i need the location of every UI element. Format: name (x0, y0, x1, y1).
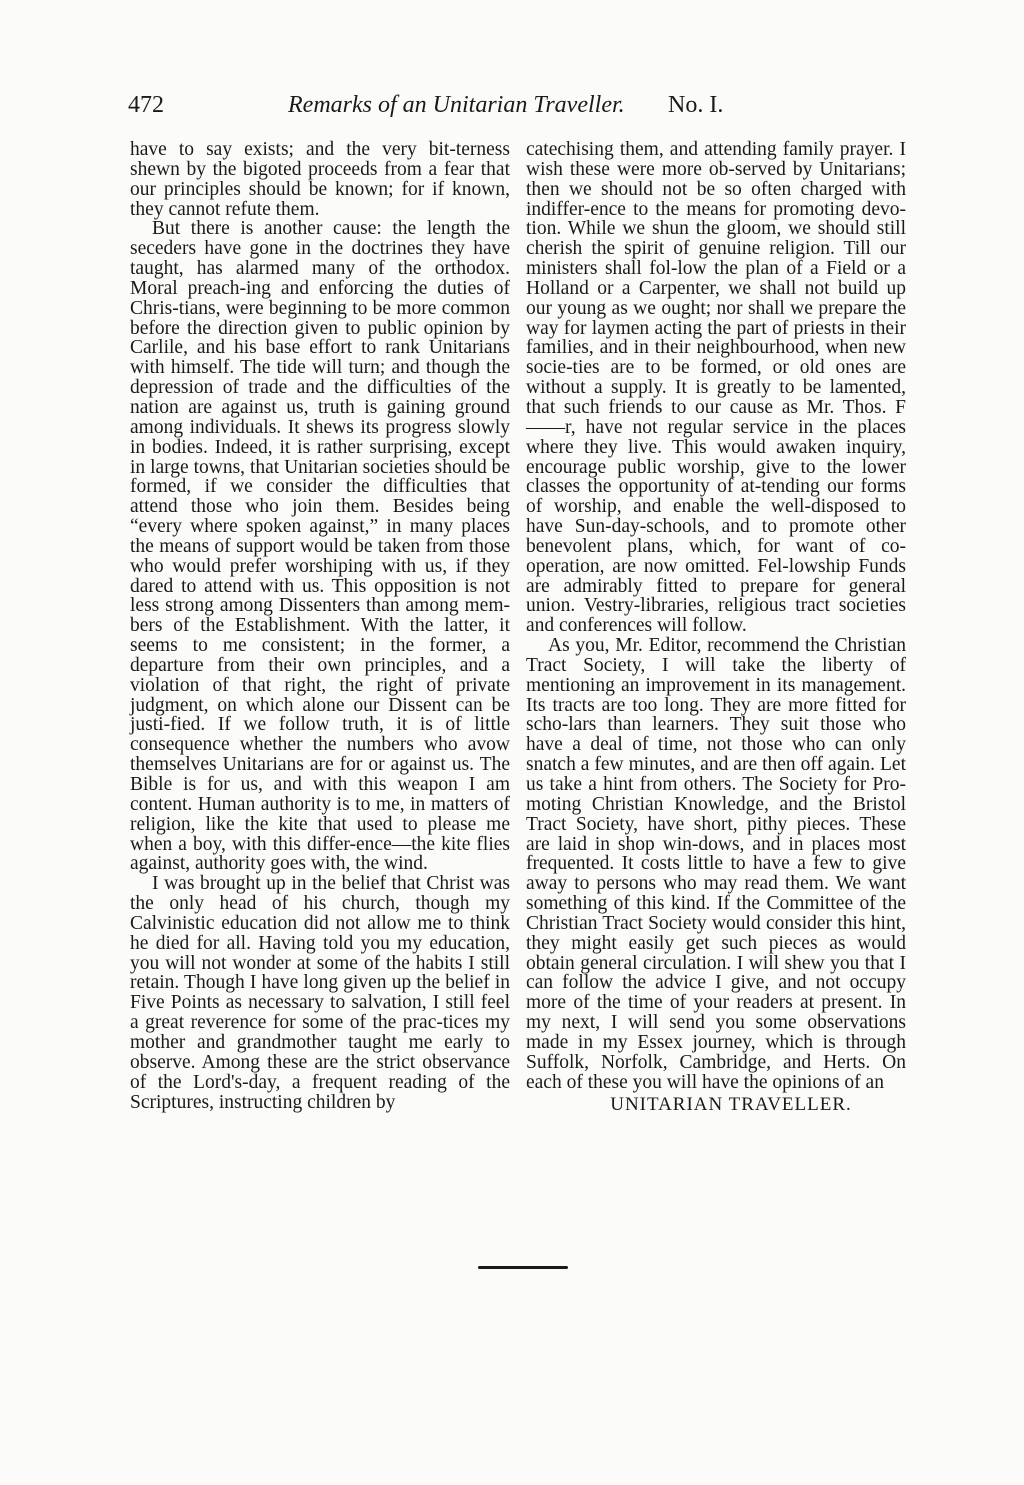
running-head (128, 92, 908, 126)
paragraph: I was brought up in the belief that Christ was the only head of his church, though my Calvinistic education did not allow me to think he died for all. Having told you my education, you will not wonder at some of the habits I still retain. Though I have long given up the belief in Five Points as necessary to salvation, I still feel a great reverence for some of the prac-tices my mother and grandmother taught me early to observe. Among these are the strict observance of the Lord's-day, a frequent reading of the Scriptures, instructing children by (130, 873, 510, 1113)
left-column (130, 140, 510, 1112)
end-rule (478, 1266, 568, 1269)
paragraph: catechising them, and attending family prayer. I wish these were more ob-served by Unitarians; then we should not be so often charged with indiffer-ence to the means for promoting devo-tion. While we shun the gloom, we should still cherish the spirit of genuine religion. Till our ministers shall fol-low the plan of a Field or a Holland or a Carpenter, we shall not build up our young as we ought; nor shall we prepare the way for laymen acting the part of priests in their families, and in their neighbourhood, when new socie-ties are to be formed, or old ones are without a supply. It is greatly to be lamented, that such friends to our cause as Mr. Thos. F——r, have not regular service in the places where they live. This would awaken inquiry, encourage public worship, give to the lower classes the opportunity of at-tending our forms of worship, and enable the well-disposed to have Sun-day-schools, and to promote other benevolent plans, which, for want of co-operation, are now omitted. Fel-lowship Funds are admirably fitted to prepare for general union. Vestry-libraries, religious tract societies and conferences will follow. (526, 139, 906, 637)
page-number: 472 (128, 92, 164, 118)
paragraph: But there is another cause: the length the seceders have gone in the doctrines they have taught, has alarmed many of the orthodox. Moral preach-ing and enforcing the duties of Chris-tians, were beginning to be more common before the direction given to public opinion by Carlile, and his base effort to rank Unitarians with himself. The tide will turn; and though the depression of trade and the difficulties of the nation are against us, truth is gaining ground among individuals. It shews its progress slowly in bodies. Indeed, it is rather surprising, except in large towns, that Unitarian societies should be formed, if we consider the difficulties that attend those who join them. Besides being “every where spoken against,” in many places the means of support would be taken from those who would prefer worshiping with us, if they dared to attend with us. This opposition is not less strong among Dissenters than among mem-bers of the Establishment. With the latter, it seems to me consistent; in the former, a departure from their own principles, and a violation of that right, the right of private judgment, on which alone our Dissent can be justi-fied. If we follow truth, it is of little consequence whether the numbers who avow themselves Unitarians are for or against us. The Bible is for us, and with this weapon I am content. Human authority is to me, in matters of religion, like the kite that used to please me when a boy, with this differ-ence—the kite flies against, authority goes with, the wind. (130, 218, 510, 875)
paragraph: have to say exists; and the very bit-terness shewn by the bigoted proceeds from a fear that our principles should be known; for if known, they cannot refute them. (130, 139, 510, 220)
running-title: Remarks of an Unitarian Traveller. (288, 92, 625, 118)
author-signature: UNITARIAN TRAVELLER. (610, 1093, 852, 1115)
right-column (526, 140, 906, 1114)
article-number: No. I. (668, 92, 724, 118)
paragraph: As you, Mr. Editor, recommend the Christian Tract Society, I will take the liberty of mentioning an improvement in its management. Its tracts are too long. They are more fitted for scho-lars than learners. They suit those who have a deal of time, not those who can only snatch a few minutes, and are then off again. Let us take a hint from others. The Society for Pro-moting Christian Knowledge, and the Bristol Tract Society, have short, pithy pieces. These are laid in shop win-dows, and in places most frequented. It costs little to have a few to give away to persons who may read them. We want something of this kind. If the Committee of the Christian Tract Society would consider this hint, they might easily get such pieces as would obtain general circulation. I will shew you that I can follow the advice I give, and not occupy more of the time of your readers at present. In my next, I will send you some observations made in my Essex journey, which is through Suffolk, Norfolk, Cambridge, and Herts. On each of these you will have the opinions of an (526, 635, 906, 1093)
